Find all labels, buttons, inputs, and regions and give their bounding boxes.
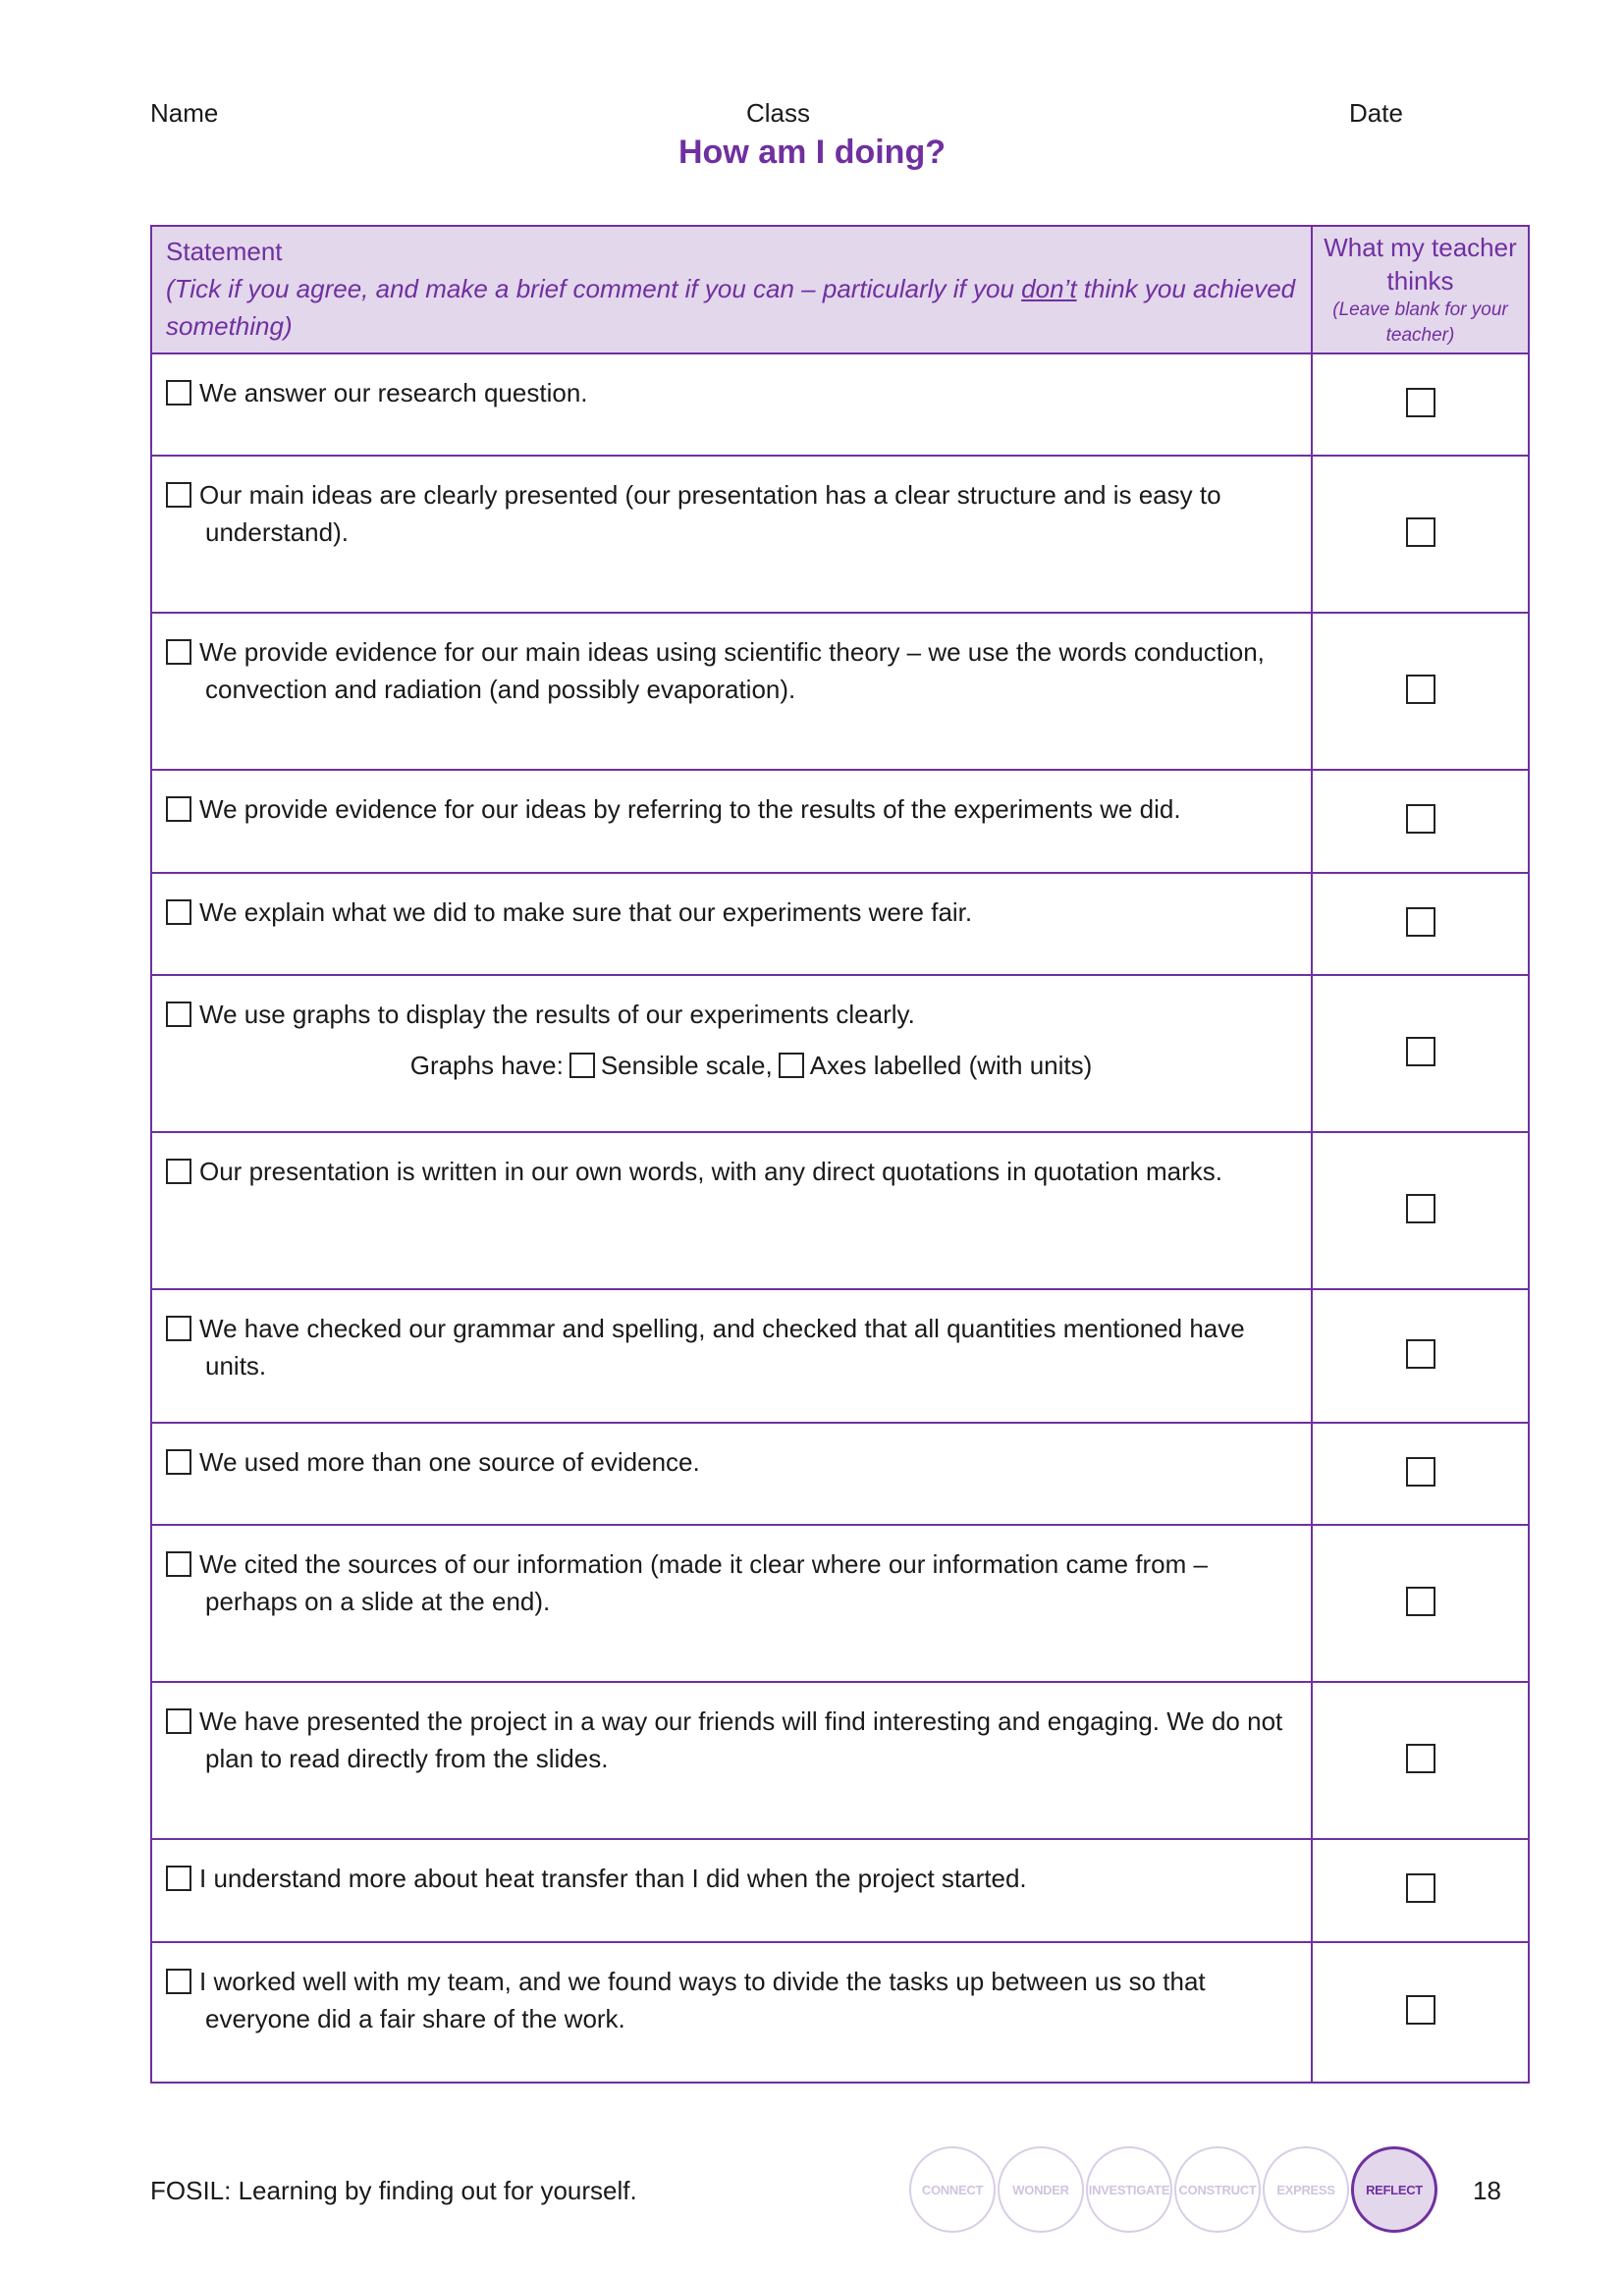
statement-text: We use graphs to display the results of our experiments clearly. — [199, 1000, 915, 1029]
teacher-cell — [1312, 1132, 1529, 1289]
statement-text: We used more than one source of evidence. — [199, 1447, 700, 1477]
teacher-checkbox[interactable] — [1406, 675, 1435, 704]
statement-text: We explain what we did to make sure that our experiments were fair. — [199, 897, 973, 927]
teacher-cell — [1312, 873, 1529, 975]
stage-connect-circle: CONNECT — [909, 2146, 996, 2233]
statement-cell — [151, 1289, 1312, 1423]
teacher-cell — [1312, 770, 1529, 873]
statement-text: Our presentation is written in our own words, with any direct quotations in quotation marks. — [199, 1157, 1222, 1186]
teacher-checkbox[interactable] — [1406, 517, 1435, 547]
teacher-cell — [1312, 1942, 1529, 2083]
table-row — [151, 1289, 1529, 1423]
teacher-cell — [1312, 1423, 1529, 1525]
agree-checkbox[interactable] — [166, 1866, 191, 1891]
statement-cell — [151, 975, 1312, 1132]
class-label: Class — [746, 98, 811, 128]
teacher-cell — [1312, 1682, 1529, 1839]
teacher-cell — [1312, 353, 1529, 456]
stage-express-circle: EXPRESS — [1263, 2146, 1349, 2233]
statement-text: We have checked our grammar and spelling, and checked that all quantities mentioned have units. — [199, 1314, 1245, 1381]
teacher-cell — [1312, 456, 1529, 613]
statement-cell — [151, 1423, 1312, 1525]
graph-criteria — [205, 1047, 1297, 1084]
table-row — [151, 873, 1529, 975]
agree-checkbox[interactable] — [166, 380, 191, 406]
statement-cell — [151, 1525, 1312, 1682]
agree-checkbox[interactable] — [166, 1551, 191, 1577]
self-assessment-table — [150, 225, 1530, 2084]
table-row — [151, 353, 1529, 456]
statement-cell — [151, 1682, 1312, 1839]
dont-emphasis: don’t — [1021, 274, 1077, 303]
statement-cell — [151, 613, 1312, 770]
date-label: Date — [1349, 98, 1403, 128]
teacher-checkbox[interactable] — [1406, 1744, 1435, 1773]
statement-text: I understand more about heat transfer than I did when the project started. — [199, 1864, 1027, 1893]
fosil-stage-indicator — [909, 2146, 1439, 2233]
agree-checkbox[interactable] — [166, 1969, 191, 1994]
statement-text: We answer our research question. — [199, 378, 588, 407]
teacher-checkbox[interactable] — [1406, 1995, 1435, 2025]
agree-checkbox[interactable] — [166, 899, 191, 925]
statement-column-header — [151, 226, 1312, 353]
teacher-column-header — [1312, 226, 1529, 353]
agree-checkbox[interactable] — [166, 1159, 191, 1184]
statement-heading: Statement — [166, 237, 283, 266]
teacher-checkbox[interactable] — [1406, 1037, 1435, 1066]
table-row — [151, 770, 1529, 873]
table-row — [151, 1525, 1529, 1682]
statement-text: Our main ideas are clearly presented (our presentation has a clear structure and is easy to understand). — [199, 480, 1221, 547]
axes-labelled-label: Axes labelled (with units) — [809, 1051, 1093, 1080]
table-header-row — [151, 226, 1529, 353]
statement-cell — [151, 770, 1312, 873]
teacher-cell — [1312, 613, 1529, 770]
teacher-checkbox[interactable] — [1406, 804, 1435, 834]
statement-cell — [151, 1132, 1312, 1289]
agree-checkbox[interactable] — [166, 1316, 191, 1341]
statement-cell — [151, 873, 1312, 975]
agree-checkbox[interactable] — [166, 1002, 191, 1027]
table-row — [151, 1423, 1529, 1525]
teacher-cell — [1312, 1289, 1529, 1423]
statement-cell — [151, 1942, 1312, 2083]
teacher-cell — [1312, 1525, 1529, 1682]
table-row — [151, 1942, 1529, 2083]
teacher-checkbox[interactable] — [1406, 1587, 1435, 1616]
statement-instruction: (Tick if you agree, and make a brief comment if you can – particularly if you don’t think you achieved something) — [166, 274, 1296, 341]
stage-wonder-circle: WONDER — [998, 2146, 1084, 2233]
agree-checkbox[interactable] — [166, 639, 191, 665]
statement-text: We have presented the project in a way our friends will find interesting and engaging. We do not plan to read directly from the slides. — [199, 1706, 1283, 1773]
stage-reflect-circle: REFLECT — [1351, 2146, 1437, 2233]
teacher-cell — [1312, 975, 1529, 1132]
footer-text: FOSIL: Learning by finding out for yourself. — [150, 2176, 637, 2205]
name-label: Name — [150, 98, 219, 128]
agree-checkbox[interactable] — [166, 1449, 191, 1475]
sensible-scale-label: Sensible scale, — [600, 1051, 773, 1080]
sensible-scale-checkbox[interactable] — [569, 1053, 595, 1078]
agree-checkbox[interactable] — [166, 1708, 191, 1734]
teacher-checkbox[interactable] — [1406, 1194, 1435, 1223]
statement-cell — [151, 1839, 1312, 1942]
graphs-have-label: Graphs have: — [409, 1051, 564, 1080]
agree-checkbox[interactable] — [166, 796, 191, 822]
axes-labelled-checkbox[interactable] — [779, 1053, 804, 1078]
teacher-heading: What my teacher thinks — [1324, 233, 1517, 296]
statement-text: We provide evidence for our main ideas using scientific theory – we use the words conduction, convection and radiation (and possibly evaporation). — [199, 637, 1265, 704]
teacher-checkbox[interactable] — [1406, 1457, 1435, 1487]
teacher-checkbox[interactable] — [1406, 1873, 1435, 1903]
teacher-checkbox[interactable] — [1406, 388, 1435, 417]
table-row — [151, 975, 1529, 1132]
page-number: 18 — [1473, 2176, 1501, 2205]
stage-construct-circle: CONSTRUCT — [1174, 2146, 1261, 2233]
page-title: How am I doing? — [678, 134, 946, 171]
statement-text: We provide evidence for our ideas by referring to the results of the experiments we did. — [199, 794, 1181, 824]
table-row — [151, 1682, 1529, 1839]
statement-cell — [151, 456, 1312, 613]
table-row — [151, 613, 1529, 770]
statement-cell — [151, 353, 1312, 456]
teacher-note: (Leave blank for your teacher) — [1332, 299, 1508, 346]
teacher-checkbox[interactable] — [1406, 907, 1435, 937]
teacher-cell — [1312, 1839, 1529, 1942]
table-row — [151, 1839, 1529, 1942]
agree-checkbox[interactable] — [166, 482, 191, 508]
statement-text: I worked well with my team, and we found ways to divide the tasks up between us so that everyone did a fair share of the work. — [199, 1967, 1206, 2033]
teacher-checkbox[interactable] — [1406, 1339, 1435, 1369]
table-row — [151, 456, 1529, 613]
stage-investigate-circle: INVESTIGATE — [1086, 2146, 1172, 2233]
table-row — [151, 1132, 1529, 1289]
statement-text: We cited the sources of our information (made it clear where our information came from – perhaps on a slide at the end). — [199, 1549, 1208, 1616]
